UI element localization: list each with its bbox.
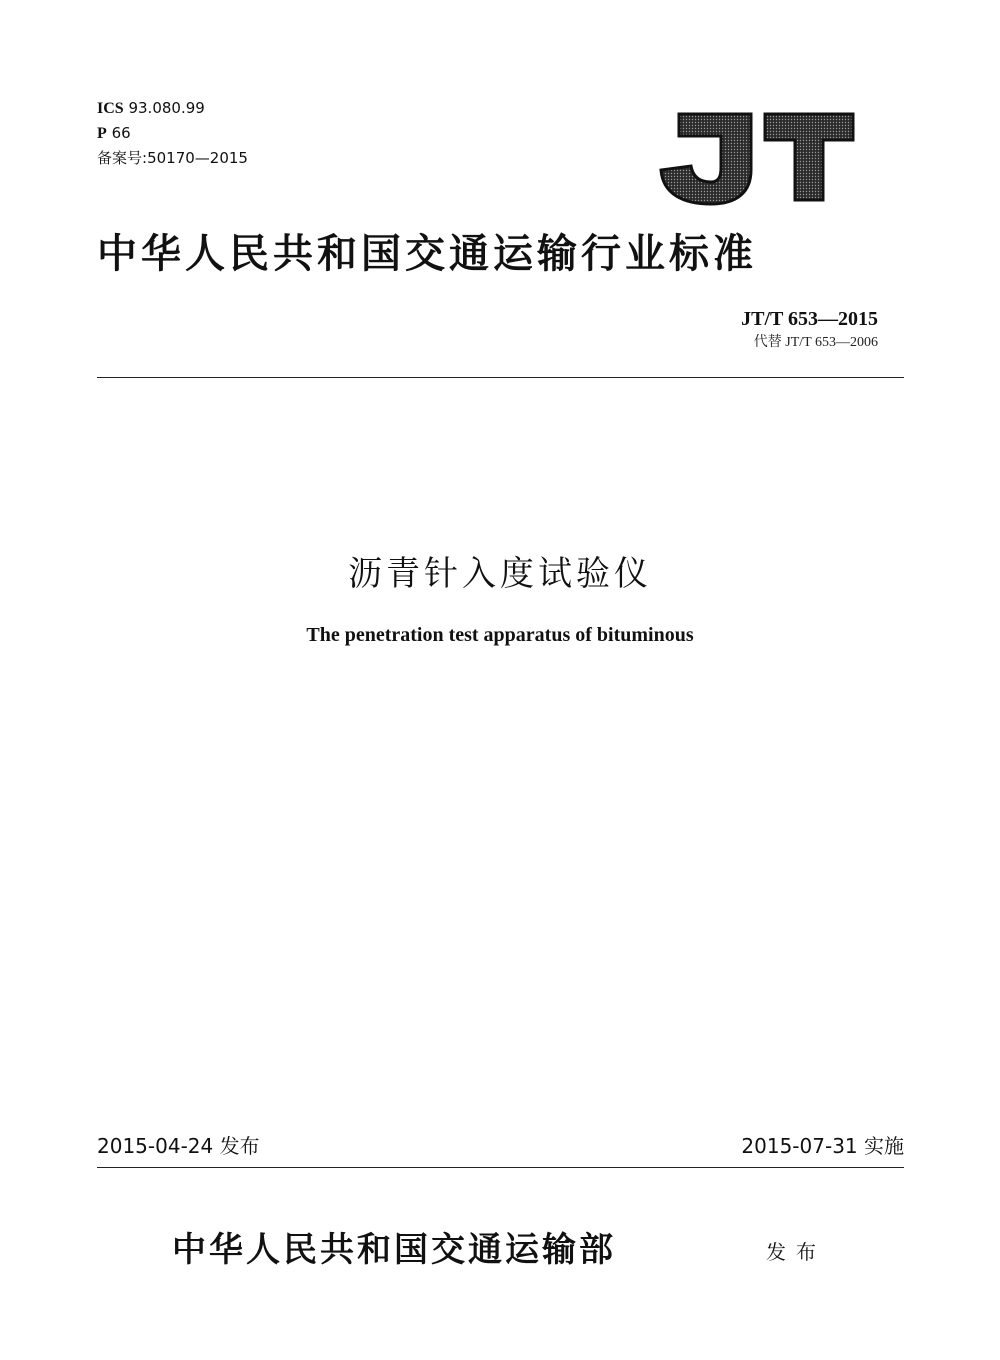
ics-label: ICS	[97, 100, 124, 117]
bottom-divider	[97, 1167, 904, 1168]
publisher-name: 中华人民共和国交通运输部	[172, 1230, 616, 1270]
document-title: 沥青针入度试验仪	[348, 554, 652, 594]
replaces-standard: 代替 JT/T 653—2006	[753, 335, 878, 350]
ics-value: 93.080.99	[128, 99, 205, 117]
classification-block	[97, 96, 248, 170]
jt-logo	[655, 100, 860, 210]
ics-row	[97, 96, 248, 121]
standard-code: JT/T 653—2015	[741, 308, 878, 330]
logo-text: JT	[655, 100, 656, 101]
ccs-label: P	[97, 125, 107, 142]
document-subtitle: The penetration test apparatus of bituminous	[306, 624, 694, 646]
record-row	[97, 146, 248, 170]
top-divider	[97, 377, 904, 378]
record-label: 备案号:	[97, 149, 148, 167]
issue-date: 2015-04-24 发布	[97, 1134, 260, 1158]
publish-action: 发布	[766, 1240, 826, 1264]
ccs-value: 66	[111, 124, 131, 142]
standard-number-block	[741, 306, 878, 354]
main-title: 中华人民共和国交通运输行业标准	[97, 230, 757, 277]
implementation-date: 2015-07-31 实施	[741, 1134, 904, 1158]
record-value: 50170—2015	[147, 149, 248, 167]
ccs-row	[97, 121, 248, 146]
